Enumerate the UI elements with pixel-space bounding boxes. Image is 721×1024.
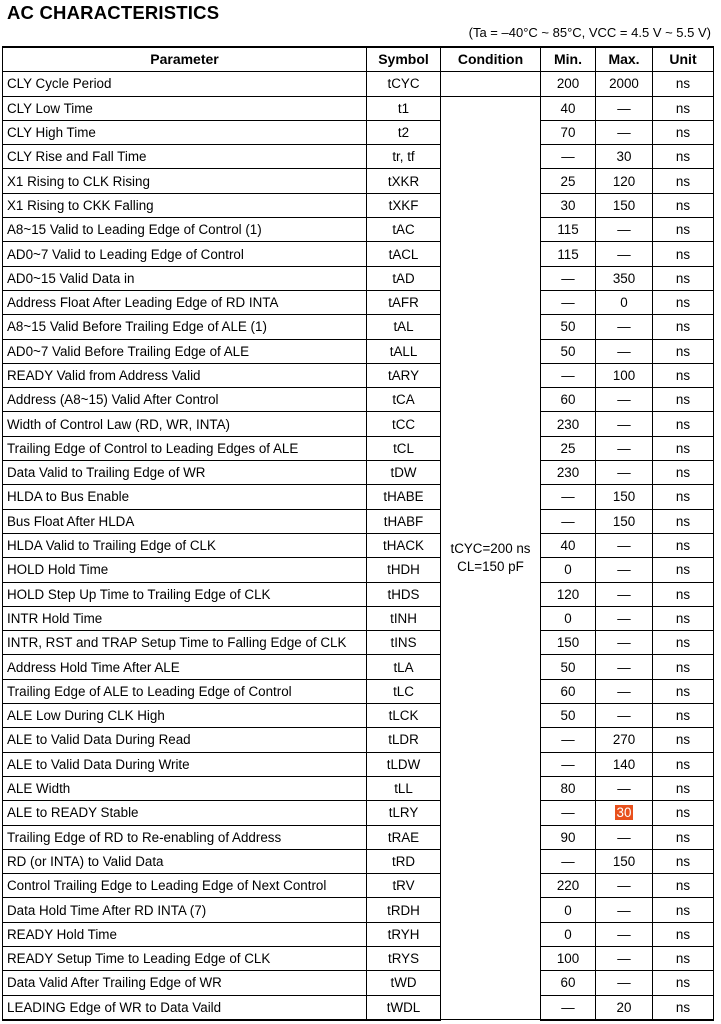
min-cell: — [541,801,596,825]
table-row [3,363,714,387]
max-cell: — [596,412,653,436]
symbol-cell: tDW [367,461,441,485]
table-row [3,412,714,436]
max-cell: — [596,776,653,800]
parameter-cell: AD0~15 Valid Data in [3,266,367,290]
table-row [3,388,714,412]
unit-cell: ns [653,461,714,485]
table-row [3,461,714,485]
table-row [3,96,714,120]
symbol-cell: tARY [367,363,441,387]
min-cell: 60 [541,679,596,703]
table-row [3,704,714,728]
unit-cell: ns [653,315,714,339]
min-cell: 90 [541,825,596,849]
max-cell: — [596,242,653,266]
max-cell: — [596,946,653,970]
symbol-cell: tLA [367,655,441,679]
parameter-cell: Trailing Edge of ALE to Leading Edge of Control [3,679,367,703]
max-cell: — [596,679,653,703]
unit-cell: ns [653,436,714,460]
table-row [3,72,714,96]
max-cell: 120 [596,169,653,193]
min-cell: 25 [541,169,596,193]
unit-cell: ns [653,509,714,533]
symbol-cell: tINS [367,631,441,655]
max-cell [596,801,653,825]
unit-cell: ns [653,72,714,96]
unit-cell: ns [653,242,714,266]
table-row [3,995,714,1020]
min-cell: 80 [541,776,596,800]
min-cell: 100 [541,946,596,970]
max-cell: — [596,461,653,485]
symbol-cell: tr, tf [367,145,441,169]
parameter-cell: Data Valid After Trailing Edge of WR [3,971,367,995]
min-cell: 70 [541,120,596,144]
max-cell: — [596,436,653,460]
table-body [3,72,714,1020]
section-title: AC CHARACTERISTICS [7,2,220,23]
max-cell: 270 [596,728,653,752]
unit-cell: ns [653,388,714,412]
min-cell: 60 [541,388,596,412]
max-cell: — [596,96,653,120]
symbol-cell: tAL [367,315,441,339]
table-row [3,946,714,970]
parameter-cell: CLY High Time [3,120,367,144]
table-row [3,801,714,825]
min-cell: 230 [541,461,596,485]
symbol-cell: tCC [367,412,441,436]
unit-cell: ns [653,946,714,970]
table-row [3,971,714,995]
min-cell: 200 [541,72,596,96]
header-max: Max. [596,47,653,72]
parameter-cell: HLDA to Bus Enable [3,485,367,509]
parameter-cell: A8~15 Valid to Leading Edge of Control (1) [3,218,367,242]
table-row [3,169,714,193]
parameter-cell: Bus Float After HLDA [3,509,367,533]
max-cell: — [596,218,653,242]
max-cell: — [596,655,653,679]
condition-cell: tCYC=200 ns CL=150 pF [441,96,541,1020]
min-cell: 0 [541,922,596,946]
symbol-cell: tLDW [367,752,441,776]
table-row [3,242,714,266]
unit-cell: ns [653,679,714,703]
symbol-cell: tLC [367,679,441,703]
min-cell: 0 [541,606,596,630]
min-cell: 50 [541,704,596,728]
max-cell: 140 [596,752,653,776]
condition-cell-empty [441,72,541,96]
min-cell: — [541,145,596,169]
symbol-cell: tLL [367,776,441,800]
parameter-cell: CLY Low Time [3,96,367,120]
symbol-cell: tXKF [367,193,441,217]
min-cell: 220 [541,874,596,898]
max-cell: 0 [596,290,653,314]
min-cell: — [541,849,596,873]
symbol-cell: tRD [367,849,441,873]
min-cell: — [541,266,596,290]
parameter-cell: RD (or INTA) to Valid Data [3,849,367,873]
parameter-cell: HLDA Valid to Trailing Edge of CLK [3,533,367,557]
unit-cell: ns [653,801,714,825]
unit-cell: ns [653,266,714,290]
parameter-cell: ALE to READY Stable [3,801,367,825]
max-cell: — [596,558,653,582]
unit-cell: ns [653,412,714,436]
unit-cell: ns [653,582,714,606]
max-cell: 20 [596,995,653,1020]
parameter-cell: ALE Width [3,776,367,800]
symbol-cell: tRYS [367,946,441,970]
min-cell: 230 [541,412,596,436]
symbol-cell: tLRY [367,801,441,825]
parameter-cell: Data Valid to Trailing Edge of WR [3,461,367,485]
symbol-cell: tAFR [367,290,441,314]
table-row [3,558,714,582]
unit-cell: ns [653,339,714,363]
symbol-cell: tCYC [367,72,441,96]
symbol-cell: tAD [367,266,441,290]
max-cell: — [596,704,653,728]
table-row [3,922,714,946]
max-cell: — [596,631,653,655]
max-cell: 150 [596,509,653,533]
table-row [3,728,714,752]
symbol-cell: tINH [367,606,441,630]
unit-cell: ns [653,825,714,849]
symbol-cell: tALL [367,339,441,363]
symbol-cell: tLDR [367,728,441,752]
header-condition: Condition [441,47,541,72]
table-header-row [3,47,714,72]
table-row [3,776,714,800]
parameter-cell: Trailing Edge of RD to Re-enabling of Address [3,825,367,849]
max-cell: — [596,120,653,144]
unit-cell: ns [653,485,714,509]
symbol-cell: t1 [367,96,441,120]
unit-cell: ns [653,874,714,898]
unit-cell: ns [653,898,714,922]
unit-cell: ns [653,120,714,144]
parameter-cell: X1 Rising to CKK Falling [3,193,367,217]
parameter-cell: Width of Control Law (RD, WR, INTA) [3,412,367,436]
min-cell: — [541,290,596,314]
table-row [3,509,714,533]
header-parameter: Parameter [3,47,367,72]
table-row [3,266,714,290]
unit-cell: ns [653,922,714,946]
parameter-cell: CLY Cycle Period [3,72,367,96]
unit-cell: ns [653,752,714,776]
max-cell: — [596,533,653,557]
parameter-cell: LEADING Edge of WR to Data Vaild [3,995,367,1020]
header-symbol: Symbol [367,47,441,72]
max-cell: — [596,582,653,606]
min-cell: 50 [541,655,596,679]
min-cell: 115 [541,218,596,242]
unit-cell: ns [653,145,714,169]
table-row [3,218,714,242]
table-row [3,655,714,679]
parameter-cell: HOLD Hold Time [3,558,367,582]
unit-cell: ns [653,849,714,873]
table-row [3,339,714,363]
max-cell: 350 [596,266,653,290]
header-unit: Unit [653,47,714,72]
table-row [3,849,714,873]
parameter-cell: Address (A8~15) Valid After Control [3,388,367,412]
max-cell: 30 [596,145,653,169]
table-row [3,874,714,898]
max-cell: — [596,606,653,630]
parameter-cell: Control Trailing Edge to Leading Edge of Next Control [3,874,367,898]
symbol-cell: tACL [367,242,441,266]
min-cell: 60 [541,971,596,995]
max-cell: 100 [596,363,653,387]
min-cell: 115 [541,242,596,266]
min-cell: — [541,363,596,387]
unit-cell: ns [653,558,714,582]
max-cell: 150 [596,849,653,873]
symbol-cell: tRV [367,874,441,898]
unit-cell: ns [653,193,714,217]
unit-cell: ns [653,631,714,655]
min-cell: 50 [541,339,596,363]
table-row [3,679,714,703]
table-row [3,315,714,339]
symbol-cell: tAC [367,218,441,242]
min-cell: 25 [541,436,596,460]
min-cell: 0 [541,898,596,922]
symbol-cell: tWDL [367,995,441,1020]
unit-cell: ns [653,606,714,630]
parameter-cell: INTR Hold Time [3,606,367,630]
symbol-cell: tRDH [367,898,441,922]
parameter-cell: READY Hold Time [3,922,367,946]
table-row [3,145,714,169]
unit-cell: ns [653,290,714,314]
max-cell: — [596,339,653,363]
table-row [3,485,714,509]
symbol-cell: tHDH [367,558,441,582]
parameter-cell: ALE Low During CLK High [3,704,367,728]
min-cell: — [541,509,596,533]
table-row [3,533,714,557]
symbol-cell: tWD [367,971,441,995]
parameter-cell: ALE to Valid Data During Write [3,752,367,776]
min-cell: 0 [541,558,596,582]
table-row [3,752,714,776]
min-cell: — [541,995,596,1020]
parameter-cell: ALE to Valid Data During Read [3,728,367,752]
max-cell: — [596,922,653,946]
parameter-cell: Address Float After Leading Edge of RD INTA [3,290,367,314]
max-cell: 2000 [596,72,653,96]
parameter-cell: INTR, RST and TRAP Setup Time to Falling Edge of CLK [3,631,367,655]
table-row [3,606,714,630]
min-cell: 30 [541,193,596,217]
max-cell: — [596,971,653,995]
highlighted-max-value: 30 [616,805,632,821]
symbol-cell: tHABF [367,509,441,533]
table-row [3,631,714,655]
unit-cell: ns [653,704,714,728]
symbol-cell: tRAE [367,825,441,849]
table-row [3,290,714,314]
max-cell: — [596,898,653,922]
max-cell: — [596,874,653,898]
min-cell: 40 [541,96,596,120]
symbol-cell: tCA [367,388,441,412]
ac-characteristics-table [2,46,714,1021]
unit-cell: ns [653,533,714,557]
table-row [3,582,714,606]
table-row [3,898,714,922]
min-cell: — [541,485,596,509]
parameter-cell: READY Setup Time to Leading Edge of CLK [3,946,367,970]
parameter-cell: Data Hold Time After RD INTA (7) [3,898,367,922]
parameter-cell: HOLD Step Up Time to Trailing Edge of CLK [3,582,367,606]
parameter-cell: AD0~7 Valid to Leading Edge of Control [3,242,367,266]
max-cell: — [596,388,653,412]
symbol-cell: t2 [367,120,441,144]
symbol-cell: tXKR [367,169,441,193]
table-row [3,436,714,460]
max-cell: 150 [596,485,653,509]
table-row [3,120,714,144]
unit-cell: ns [653,728,714,752]
min-cell: 40 [541,533,596,557]
min-cell: 120 [541,582,596,606]
max-cell: 150 [596,193,653,217]
parameter-cell: AD0~7 Valid Before Trailing Edge of ALE [3,339,367,363]
parameter-cell: A8~15 Valid Before Trailing Edge of ALE (1) [3,315,367,339]
symbol-cell: tHACK [367,533,441,557]
parameter-cell: X1 Rising to CLK Rising [3,169,367,193]
table-row [3,193,714,217]
unit-cell: ns [653,655,714,679]
parameter-cell: CLY Rise and Fall Time [3,145,367,169]
unit-cell: ns [653,776,714,800]
parameter-cell: Trailing Edge of Control to Leading Edges of ALE [3,436,367,460]
max-cell: — [596,315,653,339]
symbol-cell: tLCK [367,704,441,728]
unit-cell: ns [653,218,714,242]
symbol-cell: tHABE [367,485,441,509]
min-cell: 150 [541,631,596,655]
unit-cell: ns [653,96,714,120]
unit-cell: ns [653,363,714,387]
parameter-cell: Address Hold Time After ALE [3,655,367,679]
symbol-cell: tCL [367,436,441,460]
header-min: Min. [541,47,596,72]
unit-cell: ns [653,169,714,193]
symbol-cell: tRYH [367,922,441,946]
symbol-cell: tHDS [367,582,441,606]
parameter-cell: READY Valid from Address Valid [3,363,367,387]
unit-cell: ns [653,995,714,1020]
table-row [3,825,714,849]
unit-cell: ns [653,971,714,995]
min-cell: — [541,728,596,752]
min-cell: 50 [541,315,596,339]
operating-conditions-note: (Ta = –40°C ~ 85°C, VCC = 4.5 V ~ 5.5 V) [468,25,711,40]
max-cell: — [596,825,653,849]
min-cell: — [541,752,596,776]
